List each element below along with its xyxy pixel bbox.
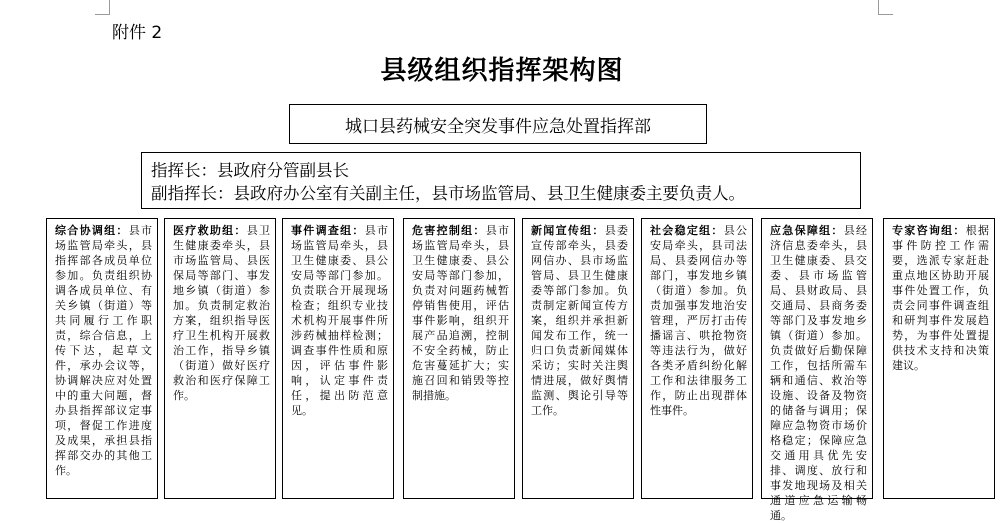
group-box-medical-rescue xyxy=(164,218,276,499)
group-name: 事件调查组： xyxy=(291,224,365,237)
group-description: 县市场监管局牵头，县指挥部各成员单位参加。负责组织协调各成员单位、有关乡镇（街道）等共同履行工作职责，综合信息，上传下达，起草文件，承办会议等，协调解决应对处置中的重大问题，督办县指挥部议定事项，督促工作进度及成果，承担县指挥部交办的其他工作。 xyxy=(55,224,153,477)
headquarters-name: 城口县药械安全突发事件应急处置指挥部 xyxy=(345,116,651,137)
group-description: 县公安局牵头，县司法局、县委网信办等部门，事发地乡镇（街道）参加。负责加强事发地治安管理，严厉打击传播谣言、哄抢物资等违法行为，做好各类矛盾纠纷化解工作和法律服务工作，防止出现群体性事件。 xyxy=(650,224,748,417)
group-description: 县委宣传部牵头，县委网信办、县市场监管局、县卫生健康委等部门参加。负责制定新闻宣传方案，组织并承担新闻发布工作，统一归口负责新闻媒体采访；实时关注舆情进展，做好舆情监测、舆论引导等工作。 xyxy=(531,224,629,417)
deputy-commander-line: 副指挥长：县政府办公室有关副主任，县市场监管局、县卫生健康委主要负责人。 xyxy=(151,184,745,203)
group-box-expert-advisory xyxy=(883,218,995,499)
group-box-investigation xyxy=(282,218,394,499)
group-description: 县经济信息委牵头，县卫生健康委、县交委、县市场监管局、县财政局、县交通局、县商务委等部门及事发地乡镇（街道）参加。负责做好后勤保障工作，包括所需车辆和通信、救治等设施、设备及物资的储备与调用；保障应急物资市场价格稳定；保障应急交通用具优先安排、调度、放行和事发地现场及相关通道应急运输畅通。 xyxy=(770,224,868,522)
group-description: 县卫生健康委牵头，县市场监管局、县医保局等部门、事发地乡镇（街道）参加。负责制定救治方案，组织指导医疗卫生机构开展救治工作，指导乡镇（街道）做好医疗救治和医疗保障工作。 xyxy=(173,224,271,402)
commander-line: 指挥长：县政府分管副县长 xyxy=(151,161,349,180)
headquarters-box xyxy=(289,104,707,144)
group-description: 县市场监管局牵头，县卫生健康委、县公安局等部门参加。负责联合开展现场检查；组织专业技术机构开展事件所涉药械抽样检测；调查事件性质和原因，评估事件影响，认定事件责任，提出防范意见。 xyxy=(291,224,389,417)
group-name: 应急保障组： xyxy=(770,224,844,237)
group-name: 综合协调组： xyxy=(55,224,129,237)
group-box-coordination xyxy=(46,218,158,499)
page-corner-mark-right xyxy=(878,0,893,15)
page-corner-mark-left xyxy=(95,0,110,15)
group-name: 医疗救助组： xyxy=(173,224,247,237)
attachment-label: 附件 2 xyxy=(112,23,163,43)
group-description: 县市场监管局牵头，县卫生健康委、县公安局等部门参加，负责对问题药械暂停销售使用，评估事件影响，组织开展产品追溯，控制不安全药械，防止危害蔓延扩大；实施召回和销毁等控制措施。 xyxy=(412,224,510,402)
leadership-box xyxy=(141,152,861,209)
group-name: 危害控制组： xyxy=(412,224,486,237)
group-name: 专家咨询组： xyxy=(892,224,966,237)
group-description: 根据事件防控工作需要，选派专家赶赴重点地区协助开展事件处置工作，负责会同事件调查组和研判事件发展趋势，为事件处置提供技术支持和决策建议。 xyxy=(892,224,990,372)
group-name: 社会稳定组： xyxy=(650,224,724,237)
group-name: 新闻宣传组： xyxy=(531,224,605,237)
document-title: 县级组织指挥架构图 xyxy=(380,56,624,86)
group-box-emergency-support xyxy=(761,218,873,522)
group-box-news-publicity xyxy=(522,218,634,499)
group-box-hazard-control xyxy=(403,218,515,499)
group-box-social-stability xyxy=(641,218,753,499)
